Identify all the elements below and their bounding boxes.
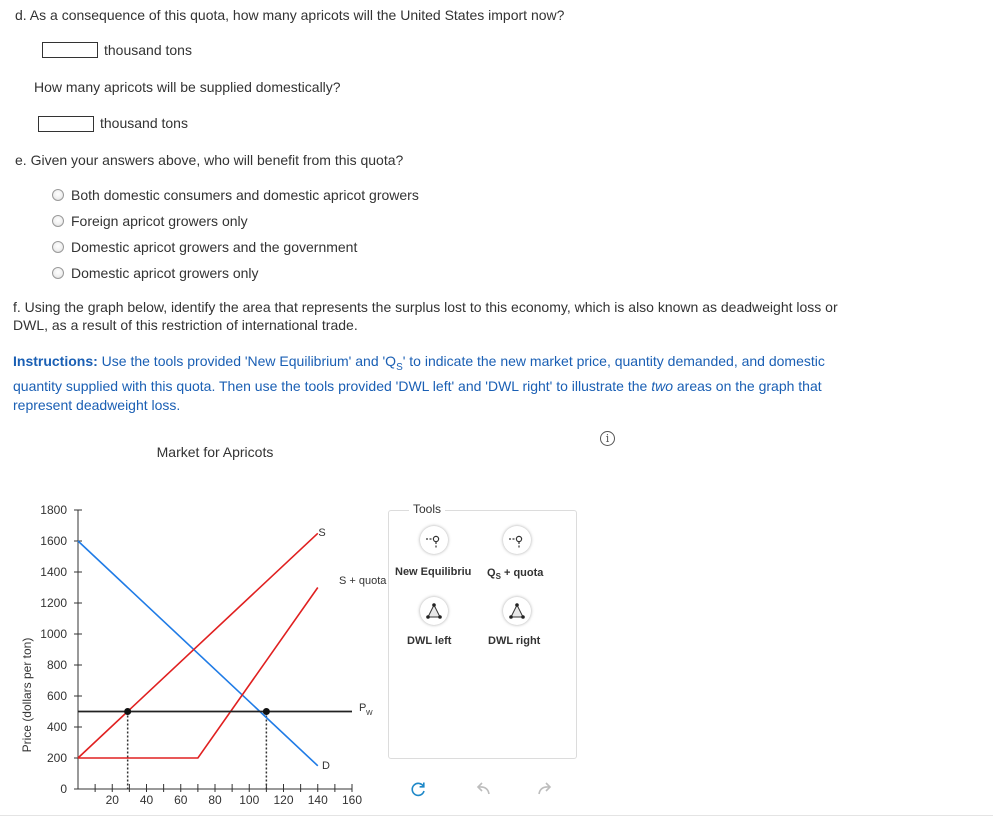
chart-curves (78, 533, 352, 766)
option-label: Domestic apricot growers and the government (71, 239, 358, 255)
footer-divider (0, 815, 993, 816)
y-tick-label: 600 (46, 689, 67, 703)
demand-curve (78, 541, 318, 766)
option-label: Foreign apricot growers only (71, 213, 248, 229)
domestic-supply-input[interactable] (38, 116, 94, 132)
chart-axes (78, 510, 352, 789)
instructions-emphasis: two (651, 377, 673, 394)
y-tick-label: 400 (46, 720, 67, 734)
instructions-line-2: quantity supplied with this quota. Then use the tools provided 'DWL left' and 'DWL right' to illustrate the (13, 377, 652, 394)
y-tick-label: 200 (46, 751, 67, 765)
radio-button[interactable] (52, 215, 64, 227)
question-f-prompt (13, 298, 973, 334)
x-tick-label: 40 (139, 793, 154, 807)
dwl-right-tool-button[interactable] (503, 597, 531, 625)
instructions-line-1-end: ' to indicate the new market price, quantity demanded, and domestic (402, 353, 825, 369)
radio-button[interactable] (52, 189, 64, 201)
instructions-line-2-end: areas on the graph that (672, 377, 822, 394)
x-tick-label: 100 (239, 793, 260, 807)
demand-curve-label: D (322, 760, 330, 772)
qs-label-main: Q (487, 567, 496, 579)
option-domestic-growers-only[interactable] (52, 264, 259, 282)
question-f-line-2: DWL, as a result of this restriction of international trade. (13, 317, 358, 333)
option-both-consumers-growers[interactable] (52, 186, 419, 204)
chart-title: Market for Apricots (156, 444, 274, 460)
redo-icon[interactable] (536, 779, 556, 799)
option-label: Domestic apricot growers only (71, 265, 259, 281)
point-drop-icon (508, 531, 526, 549)
radio-button[interactable] (52, 241, 64, 253)
dwl-left-tool-label[interactable]: DWL left (407, 635, 452, 647)
qs-label-subscript: S (495, 572, 501, 582)
instructions-line-1: Use the tools provided 'New Equilibrium' and 'Q (101, 353, 397, 369)
apricot-market-chart[interactable] (0, 430, 388, 820)
question-f-line-1: f. Using the graph below, identify the area that represents the surplus lost to this economy, which is also known as deadweight loss or (13, 299, 838, 315)
triangle-area-icon (425, 602, 443, 620)
world-price-label: P (359, 702, 367, 714)
instructions (13, 352, 973, 415)
instructions-line-3: represent deadweight loss. (13, 396, 181, 413)
option-label: Both domestic consumers and domestic apricot growers (71, 187, 419, 203)
point-drop-icon (425, 531, 443, 549)
option-domestic-growers-government[interactable] (52, 238, 357, 256)
imports-input[interactable] (42, 42, 98, 58)
world-price-point (124, 708, 131, 715)
tools-title: Tools (409, 502, 445, 516)
imports-unit-label: thousand tons (104, 42, 192, 58)
question-d-subprompt: How many apricots will be supplied domestically? (34, 79, 341, 95)
x-tick-label: 160 (341, 793, 363, 807)
y-tick-label: 1400 (40, 565, 67, 579)
supply-curve (78, 533, 318, 758)
dwl-left-tool-button[interactable] (420, 597, 448, 625)
y-axis-label: Price (dollars per ton) (20, 637, 34, 753)
question-e-prompt: e. Given your answers above, who will benefit from this quota? (15, 152, 404, 168)
new-equilibrium-tool-label[interactable]: New Equilibriu (395, 566, 472, 578)
instructions-label: Instructions: (13, 353, 98, 369)
supply-plus-quota-label: S + quota (339, 575, 387, 587)
x-tick-label: 120 (273, 793, 294, 807)
chart-guides (128, 712, 267, 790)
y-tick-label: 1600 (40, 534, 67, 548)
reset-icon[interactable] (408, 779, 428, 799)
y-tick-label: 0 (60, 782, 67, 796)
qs-label-rest: + quota (500, 567, 544, 579)
radio-button[interactable] (52, 267, 64, 279)
undo-icon[interactable] (472, 779, 492, 799)
chart-curve-labels (318, 527, 387, 772)
new-equilibrium-tool-button[interactable] (420, 526, 448, 554)
domestic-supply-unit-label: thousand tons (100, 115, 188, 131)
info-icon[interactable]: i (600, 431, 615, 446)
world-price-point (263, 708, 270, 715)
y-tick-label: 800 (46, 658, 67, 672)
tools-panel (388, 502, 577, 759)
y-tick-label: 1000 (40, 627, 67, 641)
dwl-right-tool-label[interactable]: DWL right (488, 635, 541, 647)
instructions-qs-subscript: S (396, 361, 403, 373)
x-tick-label: 80 (208, 793, 222, 807)
qs-quota-tool-label[interactable] (487, 567, 543, 581)
supply-curve-label: S (318, 527, 326, 539)
question-d-prompt: d. As a consequence of this quota, how many apricots will the United States import now? (15, 7, 565, 23)
world-price-label-subscript: W (366, 710, 373, 717)
triangle-area-icon (508, 602, 526, 620)
x-tick-label: 20 (105, 793, 119, 807)
x-tick-label: 60 (174, 793, 188, 807)
y-tick-label: 1800 (40, 503, 67, 517)
graph-controls (388, 770, 577, 808)
x-tick-label: 140 (307, 793, 328, 807)
qs-quota-tool-button[interactable] (503, 526, 531, 554)
option-foreign-growers[interactable] (52, 212, 248, 230)
y-tick-label: 1200 (40, 596, 67, 610)
